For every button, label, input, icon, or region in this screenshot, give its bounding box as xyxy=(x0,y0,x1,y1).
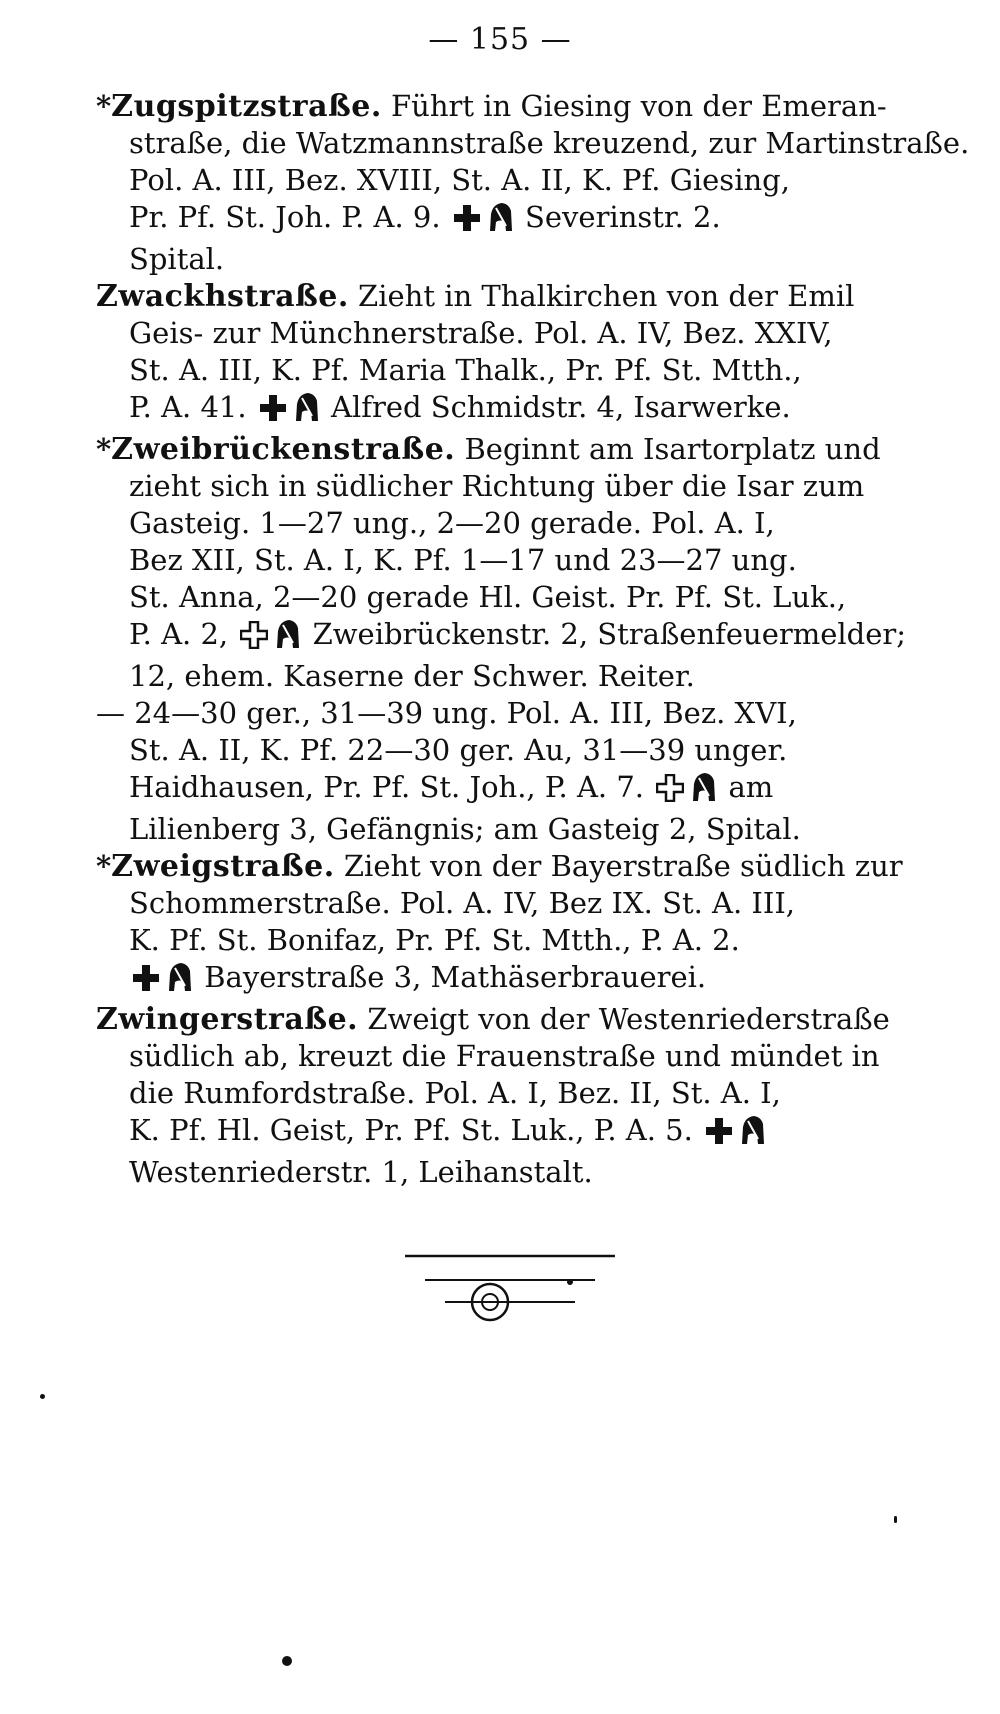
entry-text: Zweigt von der Westenriederstraße xyxy=(358,1002,890,1036)
entry-line: zieht sich in südlicher Richtung über die Isar zum xyxy=(129,469,865,503)
entry-line: die Rumfordstraße. Pol. A. I, Bez. II, St. A. I, xyxy=(129,1076,781,1110)
asterisk-mark: * xyxy=(96,849,112,883)
entry-line: straße, die Watzmannstraße kreuzend, zur Martinstraße. xyxy=(129,126,970,160)
medical-cross-filled-icon xyxy=(259,394,287,431)
page-number: — 155 — xyxy=(428,22,572,57)
medical-cross-filled-icon xyxy=(453,204,481,241)
entry-line: Haidhausen, Pr. Pf. St. Joh., P. A. 7. xyxy=(129,770,644,804)
fire-helmet-icon xyxy=(274,619,300,658)
entry-line: P. A. 41. xyxy=(129,390,247,424)
print-speck xyxy=(894,1516,897,1523)
entry-zwackhstrasse xyxy=(96,278,946,431)
entry-text: — 24—30 ger., 31—39 ung. Pol. A. III, Bez. XVI, xyxy=(96,696,797,730)
entry-line: Westenriederstr. 1, Leihanstalt. xyxy=(129,1155,593,1189)
end-ornament-icon xyxy=(400,1250,620,1330)
street-name: Zweigstraße. xyxy=(111,849,335,884)
entry-text: Zieht in Thalkirchen von der Emil xyxy=(348,279,855,313)
entry-text: Beginnt am Isartorplatz und xyxy=(455,432,881,466)
entry-line: Geis- zur Münchnerstraße. Pol. A. IV, Bez. XXIV, xyxy=(129,316,833,350)
entry-line: St. A. III, K. Pf. Maria Thalk., Pr. Pf. St. Mtth., xyxy=(129,353,802,387)
entry-line: 12, ehem. Kaserne der Schwer. Reiter. xyxy=(129,659,695,693)
entry-zweibrueckenstrasse-continued xyxy=(96,695,946,848)
entry-line: Pr. Pf. St. Joh. P. A. 9. xyxy=(129,200,441,234)
symbol-location: Zweibrückenstr. 2, Straßenfeuermelder; xyxy=(312,617,907,651)
entry-line: Schommerstraße. Pol. A. IV, Bez IX. St. A. III, xyxy=(129,886,796,920)
entry-line: St. Anna, 2—20 gerade Hl. Geist. Pr. Pf. St. Luk., xyxy=(129,580,847,614)
entry-zwingerstrasse xyxy=(96,1001,946,1191)
street-name: Zweibrückenstraße. xyxy=(111,432,456,467)
symbol-location: Alfred Schmidstr. 4, Isarwerke. xyxy=(331,390,791,424)
fire-helmet-icon xyxy=(487,202,513,241)
fire-helmet-icon xyxy=(739,1115,765,1154)
entry-line: Bez XII, St. A. I, K. Pf. 1—17 und 23—27 ung. xyxy=(129,543,797,577)
medical-cross-filled-icon xyxy=(132,964,160,1001)
symbol-location: am xyxy=(728,770,774,804)
fire-helmet-icon xyxy=(690,772,716,811)
symbol-location: Bayerstraße 3, Mathäserbrauerei. xyxy=(204,960,707,994)
street-entries xyxy=(96,88,970,1191)
print-speck xyxy=(282,1656,292,1666)
medical-cross-outline-icon xyxy=(656,774,684,811)
fire-helmet-icon xyxy=(293,392,319,431)
entry-line: Spital. xyxy=(129,242,225,276)
print-speck xyxy=(40,1394,45,1399)
entry-line: St. A. II, K. Pf. 22—30 ger. Au, 31—39 unger. xyxy=(129,733,788,767)
medical-cross-outline-icon xyxy=(240,621,268,658)
entry-line: P. A. 2, xyxy=(129,617,229,651)
street-name: Zwackhstraße. xyxy=(96,279,349,314)
entry-line: K. Pf. Hl. Geist, Pr. Pf. St. Luk., P. A. 5. xyxy=(129,1113,693,1147)
entry-zweibrueckenstrasse xyxy=(96,431,946,695)
entry-zweigstrasse xyxy=(96,848,946,1001)
entry-line: Pol. A. III, Bez. XVIII, St. A. II, K. Pf. Giesing, xyxy=(129,163,790,197)
entry-zugspitzstrasse xyxy=(96,88,970,278)
entry-line: Gasteig. 1—27 ung., 2—20 gerade. Pol. A. I, xyxy=(129,506,775,540)
entry-line: K. Pf. St. Bonifaz, Pr. Pf. St. Mtth., P. A. 2. xyxy=(129,923,740,957)
entry-line: Lilienberg 3, Gefängnis; am Gasteig 2, Spital. xyxy=(129,812,801,846)
entry-text: Führt in Giesing von der Emeran- xyxy=(381,89,887,123)
symbol-location: Severinstr. 2. xyxy=(525,200,721,234)
fire-helmet-icon xyxy=(166,962,192,1001)
street-name: Zwingerstraße. xyxy=(96,1002,359,1037)
street-name: Zugspitzstraße. xyxy=(111,89,382,124)
asterisk-mark: * xyxy=(96,89,112,123)
asterisk-mark: * xyxy=(96,432,112,466)
medical-cross-filled-icon xyxy=(705,1117,733,1154)
entry-text: Zieht von der Bayerstraße südlich zur xyxy=(334,849,903,883)
entry-line: südlich ab, kreuzt die Frauenstraße und mündet in xyxy=(129,1039,880,1073)
